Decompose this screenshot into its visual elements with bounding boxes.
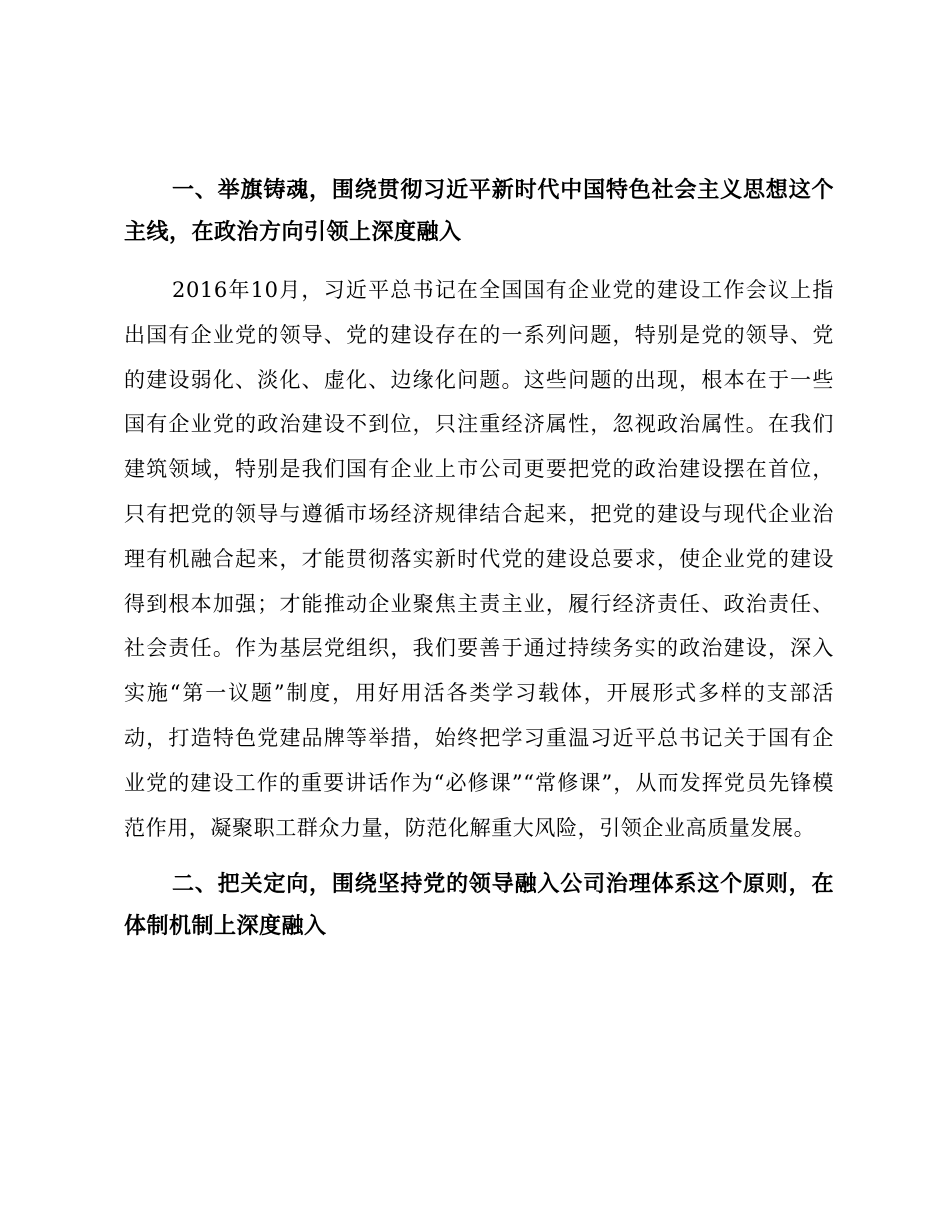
section-2-heading: 二、把关定向，围绕坚持党的领导融入公司治理体系这个原则，在体制机制上深度融入 [124,872,834,940]
section-1-heading: 一、举旗铸魂，围绕贯彻习近平新时代中国特色社会主义思想这个主线，在政治方向引领上深度融入 [124,178,834,245]
document-body [124,170,834,948]
section-1-paragraph: 2016年10月，习近平总书记在全国国有企业党的建设工作会议上指出国有企业党的领导、党的建设存在的一系列问题，特别是党的领导、党的建设弱化、淡化、虚化、边缘化问题。这些问题的出现，根本在于一些国有企业党的政治建设不到位，只注重经济属性，忽视政治属性。在我们建筑领域，特别是我们国有企业上市公司更要把党的政治建设摆在首位，只有把党的领导与遵循市场经济规律结合起来，把党的建设与现代企业治理有机融合起来，才能贯彻落实新时代党的建设总要求，使企业党的建设得到根本加强；才能推动企业聚焦主责主业，履行经济责任、政治责任、社会责任。作为基层党组织，我们要善于通过持续务实的政治建设，深入实施“第一议题”制度，用好用活各类学习载体，开展形式多样的支部活动，打造特色党建品牌等举措，始终把学习重温习近平总书记关于国有企业党的建设工作的重要讲话作为“必修课”“常修课”，从而发挥党员先锋模范作用，凝聚职工群众力量，防范化解重大风险，引领企业高质量发展。 [124,278,834,840]
